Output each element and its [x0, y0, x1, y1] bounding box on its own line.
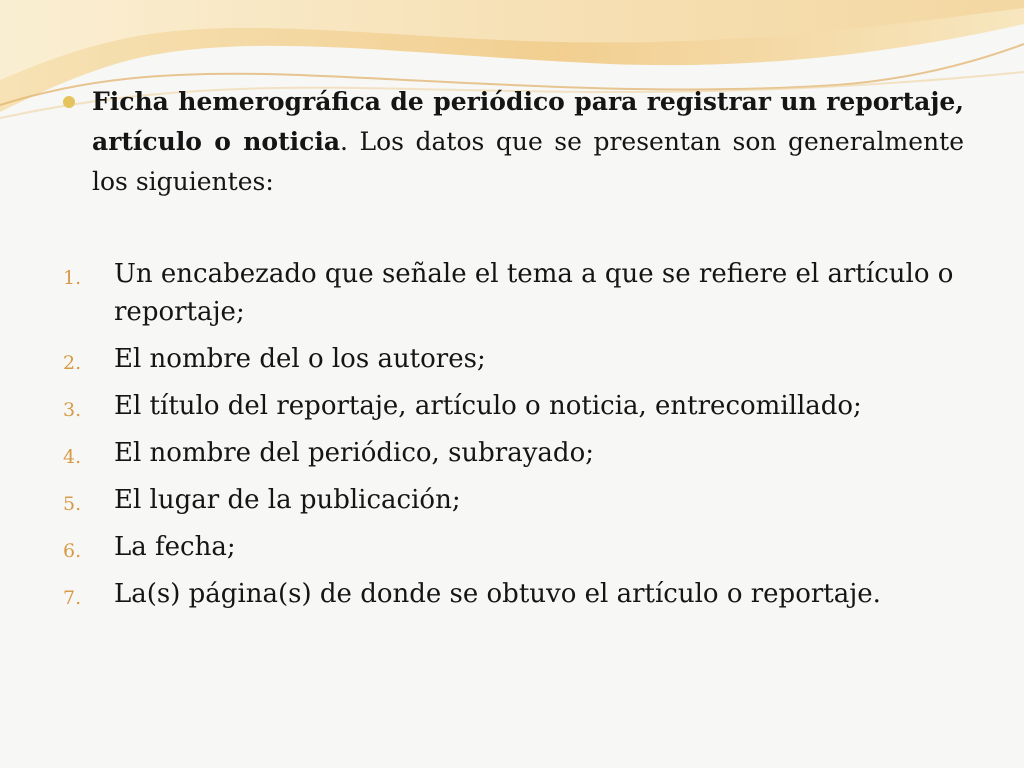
list-item: [48, 481, 972, 519]
intro-paragraph: [92, 82, 964, 202]
list-item-text: La(s) página(s) de donde se obtuvo el artículo o reportaje.: [114, 579, 881, 609]
intro-bold-text: Ficha hemerográfica de periódico para registrar un reportaje, artículo o noticia: [92, 87, 964, 156]
list-item: [48, 528, 972, 566]
bullet-icon: [63, 96, 75, 108]
list-item-text: La fecha;: [114, 532, 236, 562]
list-item-number: 3.: [63, 399, 82, 421]
list-item-text: El lugar de la publicación;: [114, 485, 461, 515]
list-item-number: 5.: [63, 493, 82, 515]
list-item-number: 1.: [63, 267, 82, 289]
list-item-text: El nombre del o los autores;: [114, 344, 486, 374]
list-item-text: El título del reportaje, artículo o noticia, entrecomillado;: [114, 391, 862, 421]
list-item-number: 7.: [63, 587, 82, 609]
intro-rest-text: . Los datos que se presentan son generalmente los siguientes:: [92, 127, 964, 196]
list-item-text: Un encabezado que señale el tema a que se refiere el artículo o reportaje;: [114, 259, 954, 327]
list-item-number: 4.: [63, 446, 82, 468]
list-item-number: 6.: [63, 540, 82, 562]
data-list: [48, 255, 972, 622]
list-item: [48, 434, 972, 472]
list-item-number: 2.: [63, 352, 82, 374]
list-item: [48, 255, 972, 331]
list-item: [48, 340, 972, 378]
list-item: [48, 575, 972, 613]
list-item: [48, 387, 972, 425]
list-item-text: El nombre del periódico, subrayado;: [114, 438, 594, 468]
